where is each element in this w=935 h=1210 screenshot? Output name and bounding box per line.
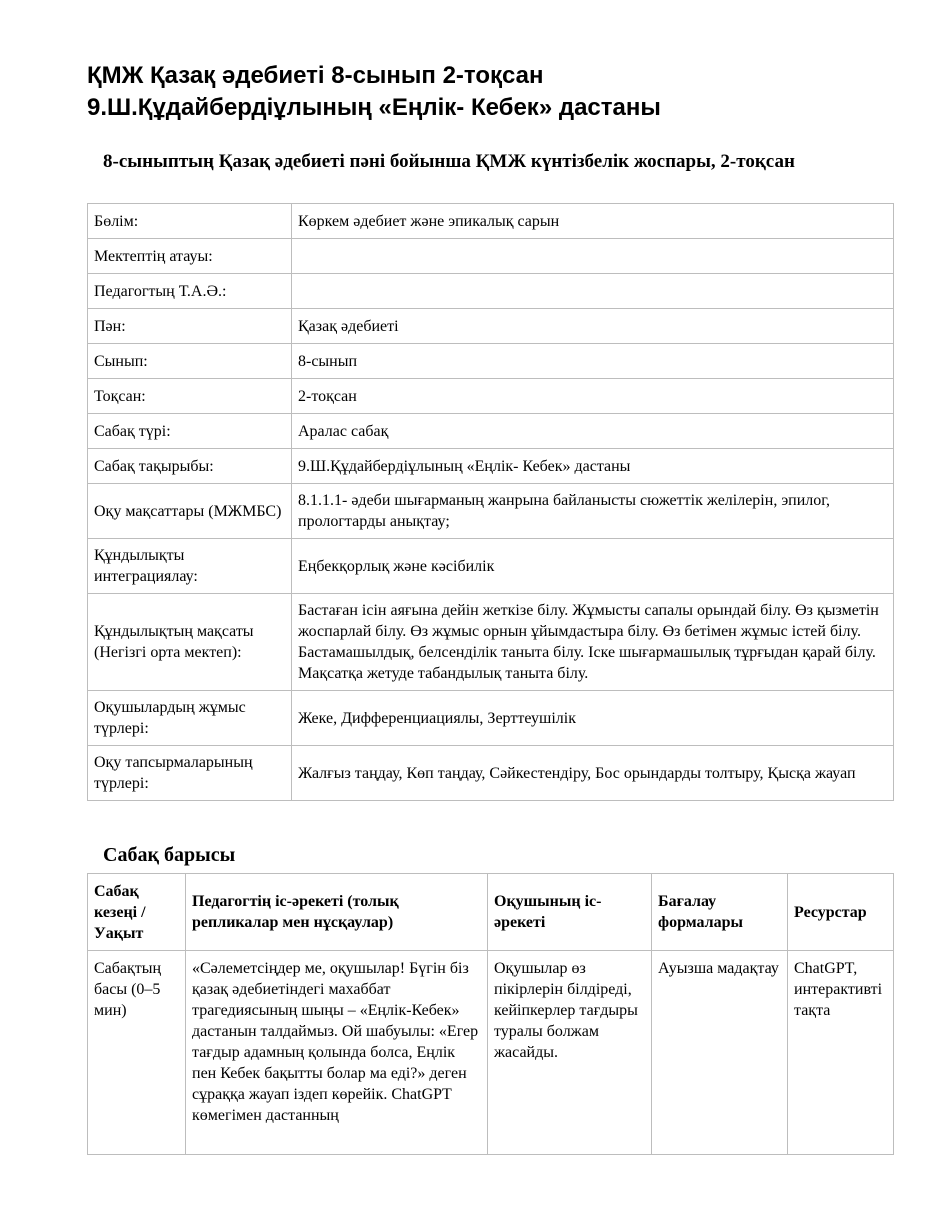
table-row [88,274,894,309]
info-value [292,239,894,274]
table-row [88,379,894,414]
info-value: 8-сынып [292,344,894,379]
info-value: Жеке, Дифференциациялы, Зерттеушілік [292,691,894,746]
table-header-row [88,874,894,951]
table-row [88,414,894,449]
info-value [292,274,894,309]
table-row [88,691,894,746]
lesson-progress-heading: Сабақ барысы [103,844,236,866]
document-title-line-1: ҚМЖ Қазақ әдебиеті 8-сынып 2-тоқсан [87,62,544,89]
student-activity-cell: Оқушылар өз пікірлерін білдіреді, кейіпкерлер тағдыры туралы болжам жасайды. [488,951,652,1155]
info-label: Тоқсан: [88,379,292,414]
info-value: Еңбекқорлық және кәсібилік [292,539,894,594]
document-title [87,60,887,124]
column-header-student-activity: Оқушының іс-әрекеті [488,874,652,951]
info-value: 8.1.1.1- әдеби шығарманың жанрына байланысты сюжеттік желілерін, эпилог, прологтарды анықтау; [292,484,894,539]
table-row [88,594,894,691]
info-label: Пән: [88,309,292,344]
column-header-stage: Сабақ кезеңі / Уақыт [88,874,186,951]
info-value: Жалғыз таңдау, Көп таңдау, Сәйкестендіру, Бос орындарды толтыру, Қысқа жауап [292,746,894,801]
info-value: 2-тоқсан [292,379,894,414]
document-title-line-2: 9.Ш.Құдайбердіұлының «Еңлік- Кебек» дастаны [87,94,661,121]
assessment-cell: Ауызша мадақтау [652,951,788,1155]
table-row [88,539,894,594]
info-value: Көркем әдебиет және эпикалық сарын [292,204,894,239]
info-label: Бөлім: [88,204,292,239]
table-row [88,204,894,239]
resources-cell: ChatGPT, интерактивті тақта [788,951,894,1155]
info-value: Бастаған ісін аяғына дейін жеткізе білу. Жұмысты сапалы орындай білу. Өз қызметін жоспарлай білу. Өз жұмыс орнын ұйымдастыра білу. Өз бетімен жұмыс істей білу. Бастамашылдық, белсенділік таныта білу. Іске шығармашылық тұрғыдан қарай білу. Мақсатқа жетуде табандылық таныта білу. [292,594,894,691]
table-row [88,746,894,801]
info-label: Сабақ түрі: [88,414,292,449]
teacher-activity-cell: «Сәлеметсіңдер ме, оқушылар! Бүгін біз қазақ әдебиетіндегі махаббат трагедиясының шыңы – «Еңлік-Кебек» дастанын талдаймыз. Ой шабуылы: «Егер тағдыр адамның қолында болса, Еңлік пен Кебек бақытты болар ма еді?» деген сұраққа жауап іздеп көрейік. ChatGPT көмегімен дастанның [186,951,488,1155]
table-row [88,951,894,1155]
info-label: Мектептің атауы: [88,239,292,274]
lesson-progress-table [87,873,894,1155]
plan-heading: 8-сыныптың Қазақ әдебиеті пәні бойынша ҚМЖ күнтізбелік жоспары, 2-тоқсан [103,151,795,172]
lesson-info-table [87,203,894,801]
column-header-assessment: Бағалау формалары [652,874,788,951]
info-label: Оқушылардың жұмыс түрлері: [88,691,292,746]
table-row [88,449,894,484]
table-row [88,309,894,344]
table-row [88,344,894,379]
info-label: Педагогтың Т.А.Ә.: [88,274,292,309]
table-row [88,484,894,539]
info-value: Аралас сабақ [292,414,894,449]
column-header-resources: Ресурстар [788,874,894,951]
column-header-teacher-activity: Педагогтің іс-әрекеті (толық репликалар мен нұсқаулар) [186,874,488,951]
info-value: Қазақ әдебиеті [292,309,894,344]
info-label: Құндылықты интеграциялау: [88,539,292,594]
info-label: Сабақ тақырыбы: [88,449,292,484]
info-value: 9.Ш.Құдайбердіұлының «Еңлік- Кебек» дастаны [292,449,894,484]
info-label: Құндылықтың мақсаты (Негізгі орта мектеп): [88,594,292,691]
table-row [88,239,894,274]
info-label: Оқу тапсырмаларының түрлері: [88,746,292,801]
stage-cell: Сабақтың басы (0–5 мин) [88,951,186,1155]
info-label: Сынып: [88,344,292,379]
info-label: Оқу мақсаттары (МЖМБС) [88,484,292,539]
